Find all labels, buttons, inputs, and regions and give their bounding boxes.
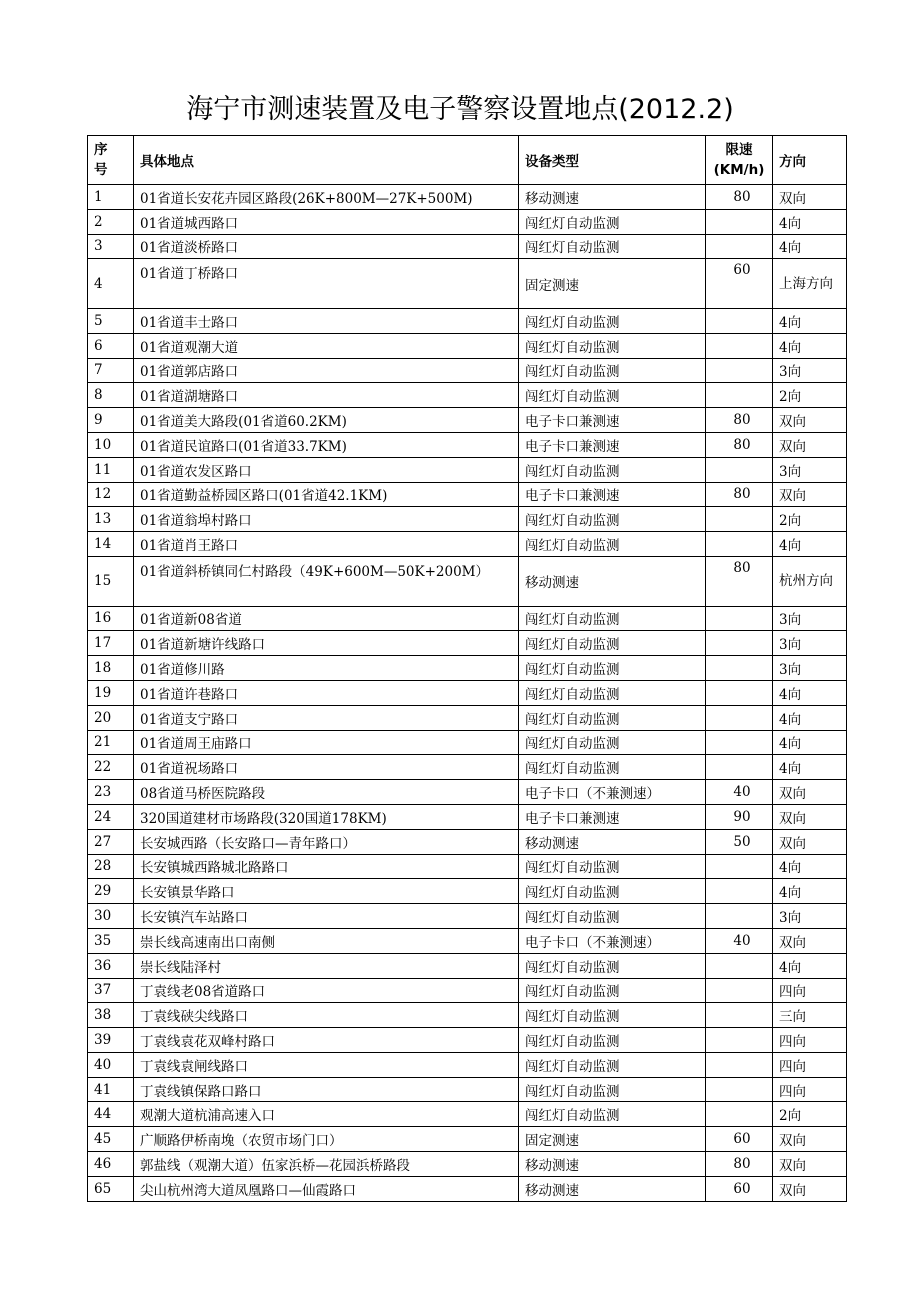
cell-direction: 四向 [773,1052,847,1077]
cell-speed [706,333,773,358]
cell-speed: 80 [706,482,773,507]
cell-direction: 4向 [773,209,847,234]
cell-device: 闯红灯自动监测 [519,755,706,780]
cell-location: 丁袁线袁闸线路口 [134,1052,519,1077]
table-row [88,209,847,234]
cell-location: 01省道祝场路口 [134,755,519,780]
cell-location: 01省道农发区路口 [134,457,519,482]
cell-direction: 双向 [773,804,847,829]
cell-device: 闯红灯自动监测 [519,1003,706,1028]
cell-device: 电子卡口兼测速 [519,408,706,433]
cell-location: 01省道淡桥路口 [134,234,519,259]
cell-no: 46 [88,1152,134,1177]
cell-location: 01省道支宁路口 [134,705,519,730]
table-row [88,1028,847,1053]
header-no: 序 号 [88,136,134,185]
cell-speed [706,656,773,681]
cell-no: 21 [88,730,134,755]
cell-no: 6 [88,333,134,358]
cell-speed [706,1003,773,1028]
table-row [88,482,847,507]
cell-location: 01省道新塘许线路口 [134,631,519,656]
cell-direction: 4向 [773,308,847,333]
cell-device: 电子卡口兼测速 [519,804,706,829]
cell-location: 观潮大道杭浦高速入口 [134,1102,519,1127]
cell-speed [706,680,773,705]
table-row [88,234,847,259]
cell-device: 移动测速 [519,1152,706,1177]
table-row [88,804,847,829]
cell-no: 41 [88,1077,134,1102]
cell-speed [706,879,773,904]
table-row [88,854,847,879]
cell-no: 7 [88,358,134,383]
table-row [88,606,847,631]
cell-no: 2 [88,209,134,234]
cell-direction: 4向 [773,234,847,259]
table-row [88,432,847,457]
cell-no: 13 [88,507,134,532]
cell-no: 9 [88,408,134,433]
cell-speed: 60 [706,1127,773,1152]
cell-speed [706,606,773,631]
cell-direction: 4向 [773,705,847,730]
cell-no: 14 [88,532,134,557]
table-row [88,408,847,433]
table-row [88,953,847,978]
cell-speed [706,457,773,482]
cell-no: 45 [88,1127,134,1152]
table-row [88,259,847,309]
cell-direction: 4向 [773,680,847,705]
cell-direction: 四向 [773,978,847,1003]
cell-no: 65 [88,1176,134,1201]
cell-direction: 3向 [773,904,847,929]
cell-no: 37 [88,978,134,1003]
table-row [88,308,847,333]
cell-direction: 3向 [773,631,847,656]
cell-no: 24 [88,804,134,829]
cell-device: 闯红灯自动监测 [519,730,706,755]
cell-speed [706,1102,773,1127]
table-row [88,358,847,383]
cell-device: 闯红灯自动监测 [519,705,706,730]
cell-location: 01省道勤益桥园区路口(01省道42.1KM) [134,482,519,507]
cell-speed [706,209,773,234]
cell-location: 01省道湖塘路口 [134,383,519,408]
table-row [88,1077,847,1102]
cell-speed [706,730,773,755]
cell-direction: 3向 [773,358,847,383]
cell-device: 闯红灯自动监测 [519,978,706,1003]
cell-device: 闯红灯自动监测 [519,457,706,482]
cell-direction: 四向 [773,1077,847,1102]
cell-location: 长安镇汽车站路口 [134,904,519,929]
table-body [88,185,847,1202]
cell-direction: 4向 [773,879,847,904]
cell-device: 闯红灯自动监测 [519,606,706,631]
cell-speed [706,1052,773,1077]
cell-speed [706,234,773,259]
cell-device: 移动测速 [519,556,706,606]
cell-device: 闯红灯自动监测 [519,631,706,656]
cell-device: 闯红灯自动监测 [519,953,706,978]
header-device: 设备类型 [519,136,706,185]
cell-no: 20 [88,705,134,730]
cell-location: 320国道建材市场路段(320国道178KM) [134,804,519,829]
header-speed [706,136,773,185]
table-row [88,680,847,705]
table-row [88,656,847,681]
cell-speed [706,507,773,532]
cell-direction: 2向 [773,383,847,408]
cell-device: 闯红灯自动监测 [519,1028,706,1053]
cell-no: 22 [88,755,134,780]
cell-no: 40 [88,1052,134,1077]
cell-location: 崇长线陆泽村 [134,953,519,978]
cell-direction: 双向 [773,780,847,805]
table-row [88,1102,847,1127]
cell-device: 闯红灯自动监测 [519,879,706,904]
table-row [88,631,847,656]
cell-no: 30 [88,904,134,929]
cell-speed [706,532,773,557]
cell-direction: 2向 [773,1102,847,1127]
cell-location: 丁袁线袁花双峰村路口 [134,1028,519,1053]
cell-speed [706,1077,773,1102]
cell-location: 丁袁线镇保路口路口 [134,1077,519,1102]
cell-no: 8 [88,383,134,408]
cell-device: 闯红灯自动监测 [519,532,706,557]
table-row [88,755,847,780]
cell-direction: 4向 [773,532,847,557]
table-row [88,1003,847,1028]
cell-speed [706,953,773,978]
cell-device: 移动测速 [519,185,706,210]
cell-speed [706,1028,773,1053]
cell-location: 尖山杭州湾大道凤凰路口—仙霞路口 [134,1176,519,1201]
cell-device: 闯红灯自动监测 [519,854,706,879]
table-row [88,333,847,358]
table-row [88,904,847,929]
cell-device: 闯红灯自动监测 [519,234,706,259]
cell-direction: 双向 [773,1127,847,1152]
cell-location: 广顺路伊桥南堍（农贸市场门口） [134,1127,519,1152]
cell-speed: 60 [706,1176,773,1201]
cell-direction: 双向 [773,482,847,507]
cell-direction: 双向 [773,185,847,210]
cell-device: 闯红灯自动监测 [519,680,706,705]
cell-device: 固定测速 [519,259,706,309]
cell-location: 长安镇景华路口 [134,879,519,904]
cell-location: 01省道观潮大道 [134,333,519,358]
cell-no: 35 [88,928,134,953]
cell-no: 36 [88,953,134,978]
cell-no: 4 [88,259,134,309]
cell-location: 01省道民谊路口(01省道33.7KM) [134,432,519,457]
cell-speed [706,631,773,656]
cell-location: 01省道丰士路口 [134,308,519,333]
table-row [88,879,847,904]
cell-location: 01省道肖王路口 [134,532,519,557]
cell-speed: 80 [706,185,773,210]
table-row [88,185,847,210]
cell-no: 17 [88,631,134,656]
cell-no: 39 [88,1028,134,1053]
cell-location: 08省道马桥医院路段 [134,780,519,805]
cell-no: 5 [88,308,134,333]
table-row [88,507,847,532]
cell-location: 01省道丁桥路口 [134,259,519,309]
cell-direction: 双向 [773,1176,847,1201]
cell-location: 郭盐线（观潮大道）伍家浜桥—花园浜桥路段 [134,1152,519,1177]
cell-direction: 三向 [773,1003,847,1028]
cell-device: 移动测速 [519,829,706,854]
cell-location: 长安城西路（长安路口—青年路口） [134,829,519,854]
header-location: 具体地点 [134,136,519,185]
table-row [88,457,847,482]
cell-location: 01省道长安花卉园区路段(26K+800M—27K+500M) [134,185,519,210]
cell-device: 闯红灯自动监测 [519,656,706,681]
cell-no: 18 [88,656,134,681]
cell-device: 闯红灯自动监测 [519,904,706,929]
cell-speed [706,383,773,408]
table-row [88,730,847,755]
cell-direction: 4向 [773,755,847,780]
cell-location: 崇长线高速南出口南侧 [134,928,519,953]
cell-device: 移动测速 [519,1176,706,1201]
cell-no: 29 [88,879,134,904]
cell-direction: 3向 [773,457,847,482]
table-row [88,556,847,606]
cell-direction: 4向 [773,953,847,978]
cell-no: 23 [88,780,134,805]
cell-direction: 4向 [773,333,847,358]
cell-speed [706,904,773,929]
cell-direction: 3向 [773,606,847,631]
cell-speed [706,358,773,383]
cell-speed: 40 [706,780,773,805]
cell-device: 闯红灯自动监测 [519,333,706,358]
cell-no: 28 [88,854,134,879]
cell-speed: 80 [706,432,773,457]
cell-device: 闯红灯自动监测 [519,1077,706,1102]
cell-speed: 40 [706,928,773,953]
cell-direction: 双向 [773,1152,847,1177]
cell-speed [706,978,773,1003]
cell-device: 电子卡口（不兼测速） [519,928,706,953]
header-speed-line2: (KM/h) [713,162,765,178]
page-title: 海宁市测速装置及电子警察设置地点(2012.2) [186,94,734,125]
cell-no: 1 [88,185,134,210]
cell-device: 闯红灯自动监测 [519,358,706,383]
cell-speed [706,854,773,879]
table-header-row [88,136,847,185]
table-row [88,1127,847,1152]
cell-location: 01省道斜桥镇同仁村路段（49K+600M—50K+200M） [134,556,519,606]
table-row [88,1176,847,1201]
cell-device: 电子卡口兼测速 [519,482,706,507]
table-row [88,532,847,557]
cell-direction: 上海方向 [773,259,847,309]
cell-location: 长安镇城西路城北路路口 [134,854,519,879]
cell-speed [706,705,773,730]
cell-no: 12 [88,482,134,507]
cell-no: 19 [88,680,134,705]
table-row [88,780,847,805]
cell-direction: 4向 [773,854,847,879]
cell-direction: 四向 [773,1028,847,1053]
cell-direction: 双向 [773,432,847,457]
cell-device: 电子卡口兼测速 [519,432,706,457]
cell-no: 15 [88,556,134,606]
cell-direction: 双向 [773,829,847,854]
cell-speed [706,308,773,333]
table-row [88,383,847,408]
cell-device: 闯红灯自动监测 [519,507,706,532]
cell-location: 01省道许巷路口 [134,680,519,705]
table-row [88,1152,847,1177]
table-row [88,928,847,953]
cell-speed [706,755,773,780]
cell-location: 丁袁线老08省道路口 [134,978,519,1003]
cell-speed: 80 [706,556,773,606]
cell-direction: 2向 [773,507,847,532]
table-row [88,829,847,854]
cell-device: 闯红灯自动监测 [519,1052,706,1077]
camera-location-table [87,135,847,1202]
cell-no: 16 [88,606,134,631]
cell-location: 01省道美大路段(01省道60.2KM) [134,408,519,433]
cell-direction: 双向 [773,928,847,953]
cell-direction: 4向 [773,730,847,755]
cell-no: 11 [88,457,134,482]
cell-location: 01省道新08省道 [134,606,519,631]
cell-location: 丁袁线硖尖线路口 [134,1003,519,1028]
cell-speed: 50 [706,829,773,854]
cell-device: 固定测速 [519,1127,706,1152]
cell-speed: 60 [706,259,773,309]
cell-device: 闯红灯自动监测 [519,1102,706,1127]
table-row [88,978,847,1003]
cell-no: 27 [88,829,134,854]
cell-location: 01省道修川路 [134,656,519,681]
cell-speed: 80 [706,1152,773,1177]
cell-speed: 90 [706,804,773,829]
cell-location: 01省道郭店路口 [134,358,519,383]
cell-direction: 杭州方向 [773,556,847,606]
cell-no: 38 [88,1003,134,1028]
cell-location: 01省道翁埠村路口 [134,507,519,532]
header-direction: 方向 [773,136,847,185]
cell-direction: 3向 [773,656,847,681]
table-row [88,705,847,730]
cell-device: 电子卡口（不兼测速） [519,780,706,805]
cell-device: 闯红灯自动监测 [519,209,706,234]
cell-location: 01省道周王庙路口 [134,730,519,755]
cell-device: 闯红灯自动监测 [519,308,706,333]
header-speed-line1: 限速 [725,142,753,158]
table-row [88,1052,847,1077]
cell-location: 01省道城西路口 [134,209,519,234]
cell-direction: 双向 [773,408,847,433]
cell-device: 闯红灯自动监测 [519,383,706,408]
cell-no: 3 [88,234,134,259]
cell-speed: 80 [706,408,773,433]
cell-no: 10 [88,432,134,457]
cell-no: 44 [88,1102,134,1127]
